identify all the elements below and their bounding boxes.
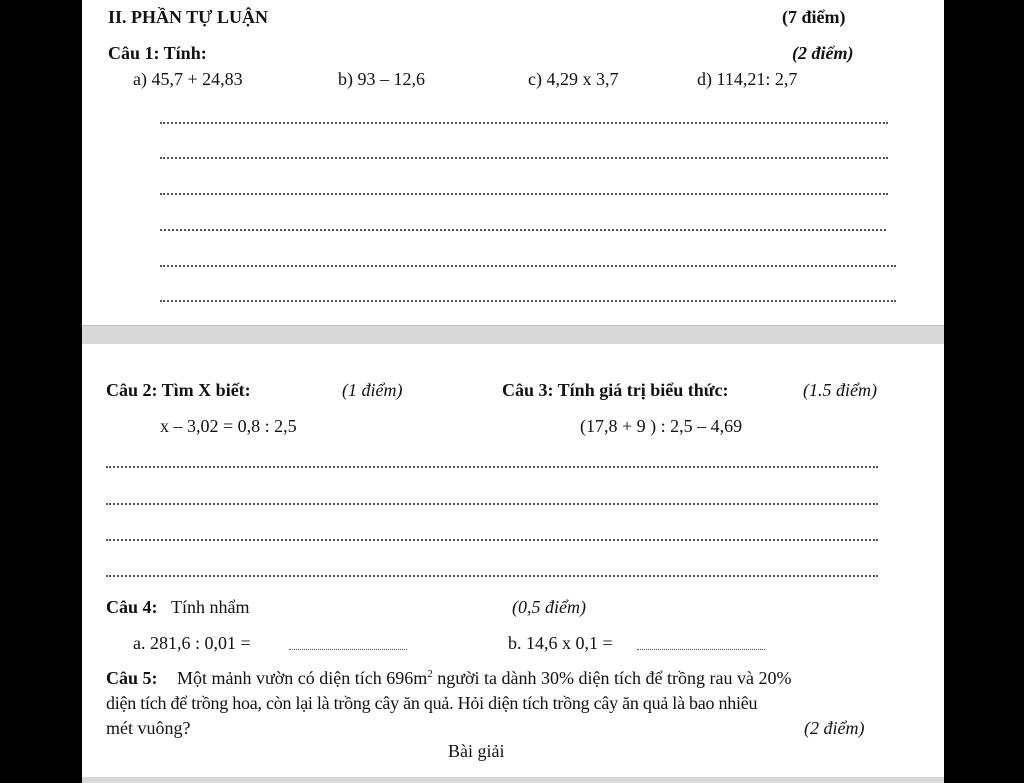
q1-problem-c: c) 4,29 x 3,7 [528, 69, 619, 89]
answer-blank [637, 649, 765, 650]
q4-label: Câu 4: [106, 597, 158, 617]
q5-line-3: mét vuông? [106, 718, 191, 738]
section-points: (7 điểm) [782, 7, 846, 27]
q1-label: Câu 1: Tính: [108, 43, 207, 63]
page-separator-bottom [82, 777, 944, 783]
q1-problem-a: a) 45,7 + 24,83 [133, 69, 243, 89]
section-title: II. PHẦN TỰ LUẬN [108, 7, 269, 27]
solution-label: Bài giải [448, 741, 505, 761]
answer-line [160, 229, 886, 231]
answer-line [106, 575, 878, 577]
q4-problem-a: a. 281,6 : 0,01 = [133, 633, 251, 653]
answer-line [160, 193, 888, 195]
q5-superscript: 2 [427, 668, 433, 680]
answer-line [106, 466, 878, 468]
answer-blank [289, 649, 407, 650]
q3-label: Câu 3: Tính giá trị biểu thức: [502, 380, 729, 400]
q4-problem-b: b. 14,6 x 0,1 = [508, 633, 613, 653]
q2-label: Câu 2: Tìm X biết: [106, 380, 251, 400]
q1-points: (2 điểm) [792, 43, 854, 63]
q2-points: (1 điểm) [342, 380, 403, 400]
q5-line-2: diện tích để trồng hoa, còn lại là trồng cây ăn quả. Hỏi diện tích trồng cây ăn quả là bao nhiêu [106, 693, 758, 713]
q5-points: (2 điểm) [804, 718, 865, 738]
q5-label: Câu 5: [106, 668, 158, 688]
q5-line-1 [177, 668, 791, 688]
q4-instruction: Tính nhẩm [171, 597, 250, 617]
page-separator [82, 325, 944, 345]
q1-problem-d: d) 114,21: 2,7 [697, 69, 798, 89]
answer-line [160, 122, 888, 124]
q5-line-1-end: người ta dành 30% diện tích để trồng rau và 20% [432, 668, 792, 688]
q2-expression: x – 3,02 = 0,8 : 2,5 [160, 416, 297, 436]
answer-line [106, 503, 878, 505]
q5-line-1-start: Một mảnh vườn có diện tích 696m [177, 668, 428, 688]
q3-expression: (17,8 + 9 ) : 2,5 – 4,69 [580, 416, 743, 436]
answer-line [160, 157, 888, 159]
q3-points: (1.5 điểm) [803, 380, 877, 400]
answer-line [106, 539, 878, 541]
answer-line [160, 300, 896, 302]
q1-problem-b: b) 93 – 12,6 [338, 69, 425, 89]
answer-line [160, 265, 896, 267]
q4-points: (0,5 điểm) [512, 597, 586, 617]
